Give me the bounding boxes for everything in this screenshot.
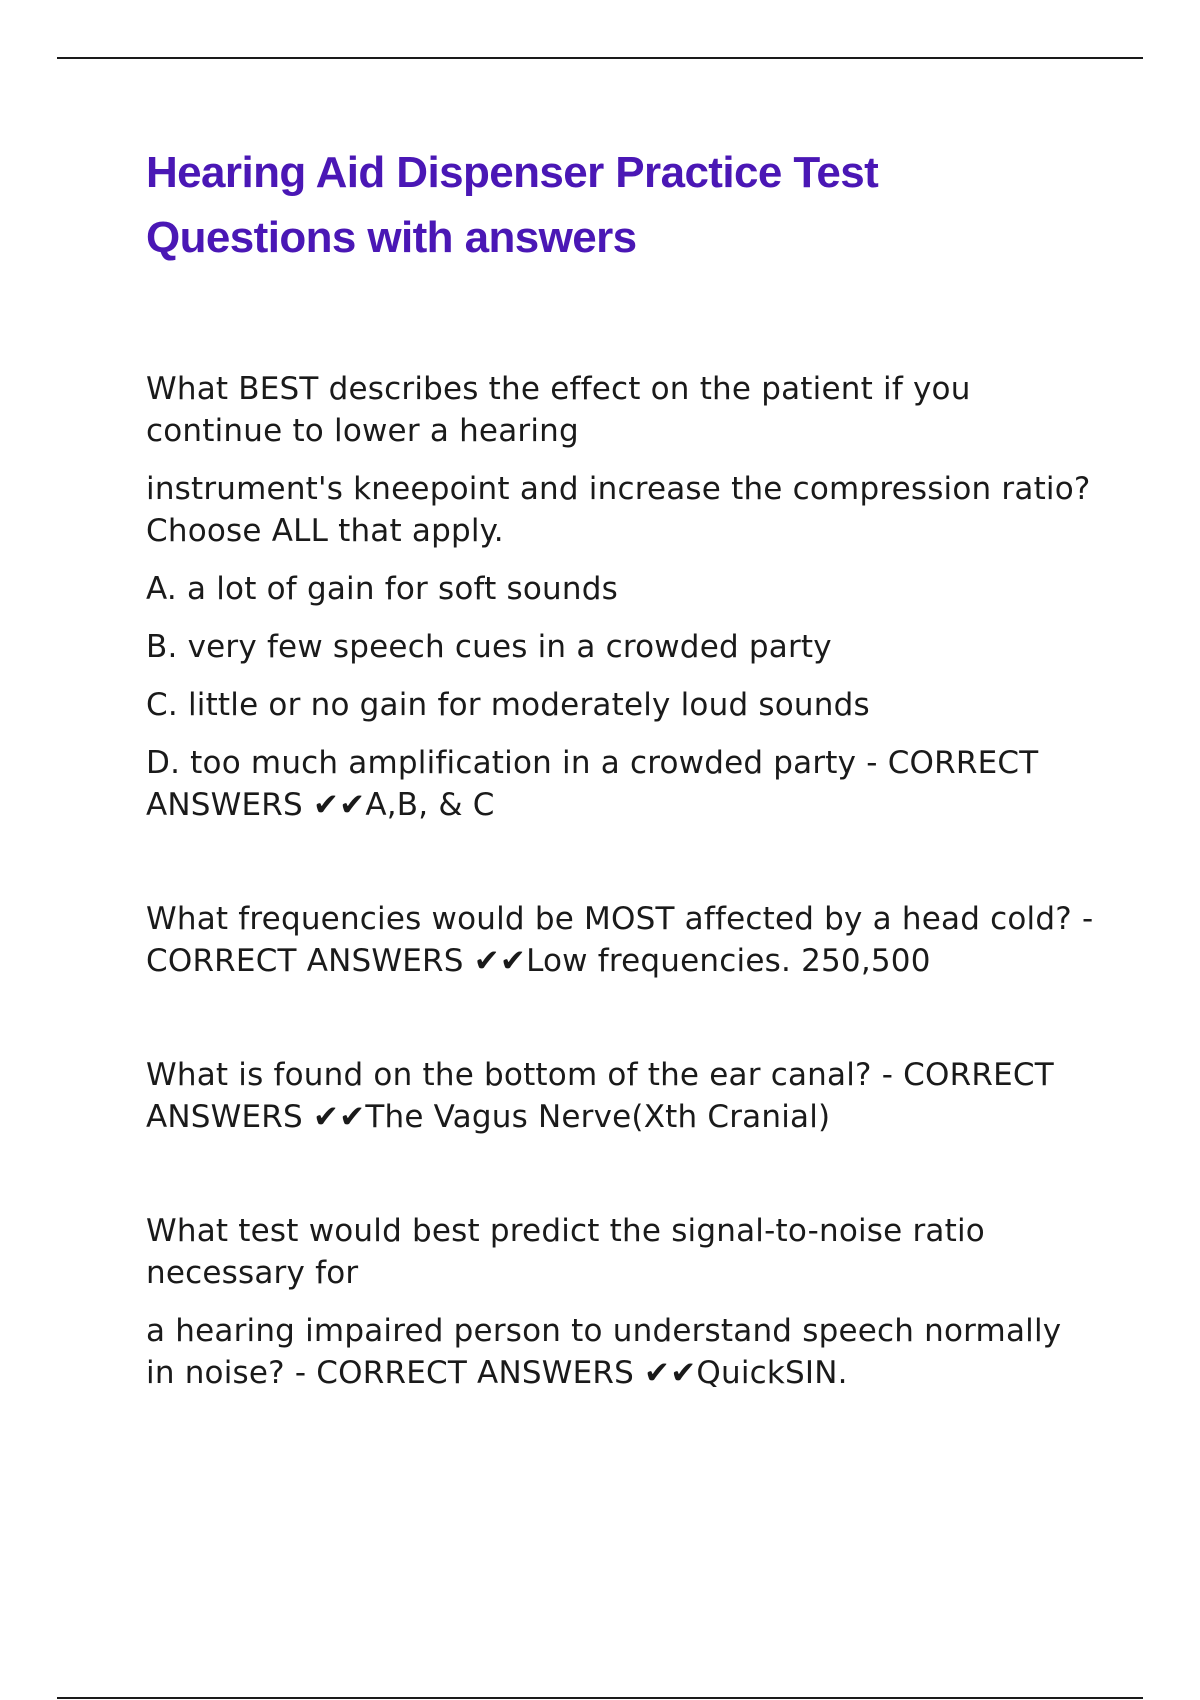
question-text: What BEST describes the effect on the patient if you continue to lower a hearing <box>146 371 981 449</box>
option-d-with-answer: D. too much amplification in a crowded party - CORRECT ANSWERS ✔✔A,B, & C <box>146 745 1049 823</box>
option-a: A. a lot of gain for soft sounds <box>146 571 618 607</box>
option-c: C. little or no gain for moderately loud sounds <box>146 687 870 723</box>
question-block-1 <box>146 368 1101 826</box>
footer-rule <box>57 1697 1143 1699</box>
question-block-2 <box>146 898 1104 982</box>
document-body <box>146 140 1104 1394</box>
question-text: What test would best predict the signal-to-noise ratio necessary for <box>146 1213 996 1291</box>
document-title: Hearing Aid Dispenser Practice Test Questions with answers <box>146 148 879 262</box>
question-with-answer: What frequencies would be MOST affected by a head cold? - CORRECT ANSWERS ✔✔Low frequencies. 250,500 <box>146 901 1104 979</box>
question-list <box>146 368 1104 1394</box>
question-with-answer: What is found on the bottom of the ear canal? - CORRECT ANSWERS ✔✔The Vagus Nerve(Xth Cranial) <box>146 1057 1064 1135</box>
option-b: B. very few speech cues in a crowded party <box>146 629 832 665</box>
question-block-4 <box>146 1210 1096 1394</box>
question-block-3 <box>146 1054 1096 1138</box>
header-rule <box>57 57 1143 59</box>
question-with-answer: a hearing impaired person to understand speech normally in noise? - CORRECT ANSWERS ✔✔QuickSIN. <box>146 1313 1082 1391</box>
question-text-continued: instrument's kneepoint and increase the compression ratio? Choose ALL that apply. <box>146 471 1101 549</box>
